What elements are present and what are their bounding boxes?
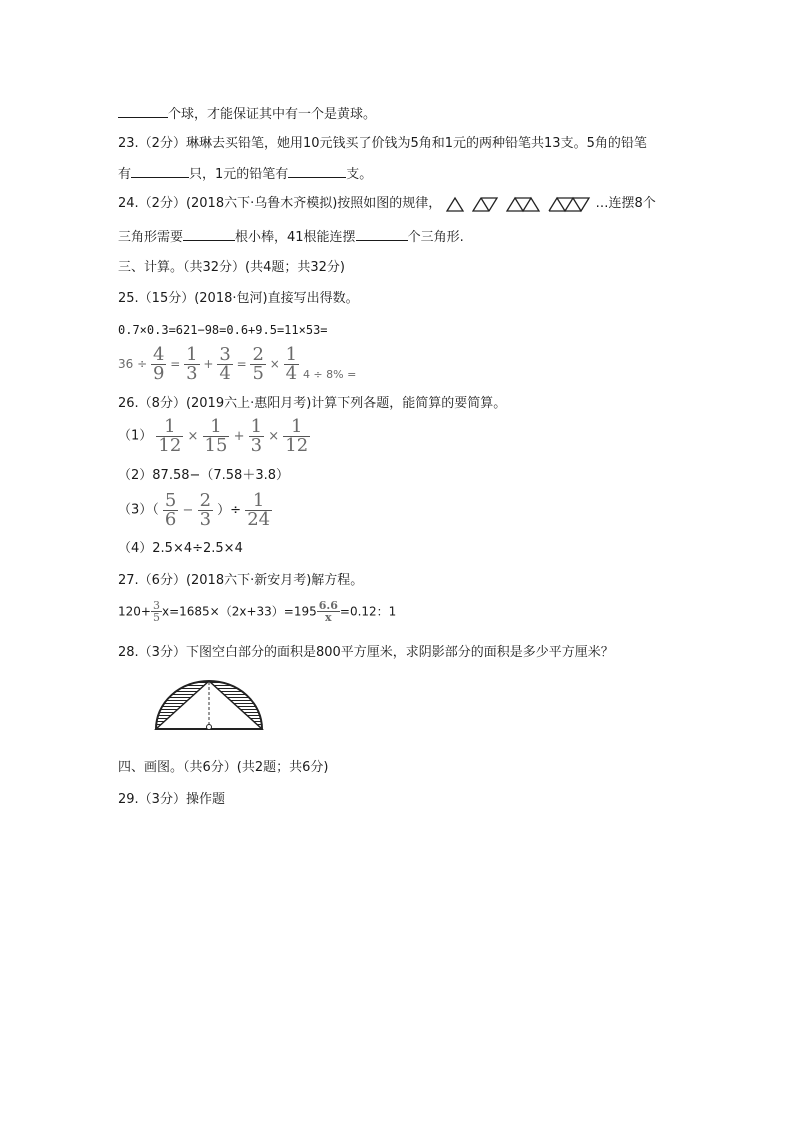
q26-p3-f3-num: 1 xyxy=(245,492,272,511)
q25-frac5-num: 1 xyxy=(285,344,298,365)
triangle-2-shape xyxy=(473,198,497,211)
q26-p3-f1-den: 6 xyxy=(164,509,177,530)
center-point xyxy=(207,725,212,730)
q22-answer-blank[interactable] xyxy=(118,103,168,118)
triangle-3-shape xyxy=(507,198,539,211)
q26-p3-f1-num: 5 xyxy=(164,490,177,511)
q27-frac2-den: x xyxy=(325,611,332,624)
q24-line-2 xyxy=(118,226,464,248)
q25-fraction-1-3 xyxy=(184,346,199,383)
q26-p1-f3-num: 1 xyxy=(250,416,263,437)
q29-title: 29.（3分）操作题 xyxy=(118,792,225,807)
q24-line-1 xyxy=(118,194,656,214)
q25-frac2-den: 3 xyxy=(186,363,198,384)
q27-text-b: x=1685×（2x+33）=195 xyxy=(161,604,317,619)
q25-frac3-num: 3 xyxy=(219,344,231,365)
q26-fraction-1-12 xyxy=(156,418,183,455)
q27-text-c: =0.12：1 xyxy=(339,604,397,619)
q27-text-a: 120+ xyxy=(118,604,151,619)
q23-text-c: 支。 xyxy=(346,167,373,182)
q26-part-4: （4）2.5×4÷2.5×4 xyxy=(118,541,243,556)
q25-eq-1: = xyxy=(170,357,181,371)
triangle-4-shape xyxy=(549,198,589,211)
q26-p1-f4-den: 12 xyxy=(285,435,309,456)
q25-line-1: 0.7×0.3=621−98=0.6+9.5=11×53= xyxy=(118,323,328,337)
q25-text-36div: 36 ÷ xyxy=(118,357,148,371)
q26-fraction-1-15 xyxy=(203,418,230,455)
q25-frac4-den: 5 xyxy=(252,363,264,384)
q25-eq-2: = xyxy=(236,357,247,371)
q26-p1-op1: × xyxy=(187,429,199,444)
q26-title: 26.（8分）(2019六上·惠阳月考)计算下列各题，能简算的要简算。 xyxy=(118,396,507,411)
q24-text-c: 个三角形. xyxy=(407,230,464,245)
q23-text-a: 有 xyxy=(118,167,132,182)
q26-p1-op3: × xyxy=(268,429,280,444)
q23-line-2 xyxy=(118,163,372,185)
q23-text: 23.（2分）琳琳去买铅笔，她用10元钱买了价钱为5角和1元的两种铅笔共13支。5角的铅笔 xyxy=(118,136,647,151)
q26-part-1 xyxy=(118,418,310,458)
q26-p1-f2-num: 1 xyxy=(203,418,230,437)
q25-frac1-num: 4 xyxy=(152,344,165,365)
q24-text-b: 根小棒，41根能连摆 xyxy=(235,230,356,245)
q27-frac1-den: 5 xyxy=(152,611,160,624)
q23-line-1 xyxy=(118,134,647,154)
q27-frac1-num: 3 xyxy=(152,599,160,612)
q26-p1-f4-num: 1 xyxy=(283,418,310,437)
q24-text: 24.（2分）(2018六下·乌鲁木齐模拟)按照如图的规律， xyxy=(118,196,442,211)
q26-p3-close: ）÷ xyxy=(217,503,242,518)
q25-times: × xyxy=(269,357,280,371)
q24-blank-2[interactable] xyxy=(356,226,408,241)
q23-blank-1[interactable] xyxy=(131,163,189,178)
section-4-heading: 四、画图。（共6分）(共2题；共6分) xyxy=(118,760,329,775)
q27-equations xyxy=(118,600,396,634)
q24-text-a: 三角形需要 xyxy=(118,230,184,245)
q26-p1-label: （1） xyxy=(118,428,153,444)
q26-fraction-5-6 xyxy=(163,492,178,529)
q23-blank-2[interactable] xyxy=(288,163,346,178)
q28-title: 28.（3分）下图空白部分的面积是800平方厘米，求阴影部分的面积是多少平方厘米？ xyxy=(118,645,614,660)
q25-frac5-den: 4 xyxy=(285,363,298,384)
q23-text-b: 只，1元的铅笔有 xyxy=(189,167,289,182)
q26-fraction-2-3 xyxy=(198,492,213,529)
q26-p1-f3-den: 3 xyxy=(250,435,263,456)
q24-blank-1[interactable] xyxy=(183,226,235,241)
q25-line-2 xyxy=(118,346,356,386)
q25-fraction-2-5 xyxy=(250,346,265,383)
q25-tail: 4 ÷ 8% = xyxy=(302,368,357,381)
semicircle-shaded-figure xyxy=(150,675,272,737)
q26-p3-f2-num: 2 xyxy=(199,490,212,511)
q27-frac2-num: 6.6 xyxy=(318,599,338,612)
q22-tail-line xyxy=(118,103,376,125)
q26-p3-label: （3）（ xyxy=(118,502,159,518)
q26-fraction-1-12b xyxy=(283,418,310,455)
q26-p1-op2: + xyxy=(233,429,245,444)
q26-p1-f2-den: 15 xyxy=(204,435,228,456)
q25-title: 25.（15分）(2018·包河)直接写出得数。 xyxy=(118,291,359,306)
q26-fraction-1-24 xyxy=(245,492,272,529)
section-3-heading: 三、计算。（共32分）(共4题；共32分) xyxy=(118,260,345,275)
q26-p1-f1-num: 1 xyxy=(156,418,183,437)
q22-tail-text: 个球，才能保证其中有一个是黄球。 xyxy=(168,107,377,122)
q26-p3-op1: − xyxy=(182,503,194,518)
q26-p3-f3-den: 24 xyxy=(247,509,271,530)
q25-fraction-4-9 xyxy=(151,346,166,383)
triangle-pattern-figure xyxy=(445,195,595,213)
q26-part-3 xyxy=(118,492,272,532)
q24-suffix: …连摆8个 xyxy=(595,196,656,211)
q27-fraction-6-6-x xyxy=(317,600,340,623)
q25-frac1-den: 9 xyxy=(152,363,165,384)
q26-fraction-1-3 xyxy=(249,418,264,455)
q25-fraction-1-4 xyxy=(284,346,299,383)
q27-fraction-3-5 xyxy=(151,600,162,623)
triangle-1-shape xyxy=(447,198,463,211)
q25-frac3-den: 4 xyxy=(219,363,231,384)
q26-p1-f1-den: 12 xyxy=(158,435,182,456)
q25-frac2-num: 1 xyxy=(186,344,198,365)
q26-part-2: （2）87.58−（7.58＋3.8） xyxy=(118,468,289,483)
q25-frac4-num: 2 xyxy=(252,344,264,365)
q26-p3-f2-den: 3 xyxy=(199,509,212,530)
q25-fraction-3-4 xyxy=(217,346,232,383)
q25-plus: + xyxy=(203,357,214,371)
q27-title: 27.（6分）(2018六下·新安月考)解方程。 xyxy=(118,573,364,588)
